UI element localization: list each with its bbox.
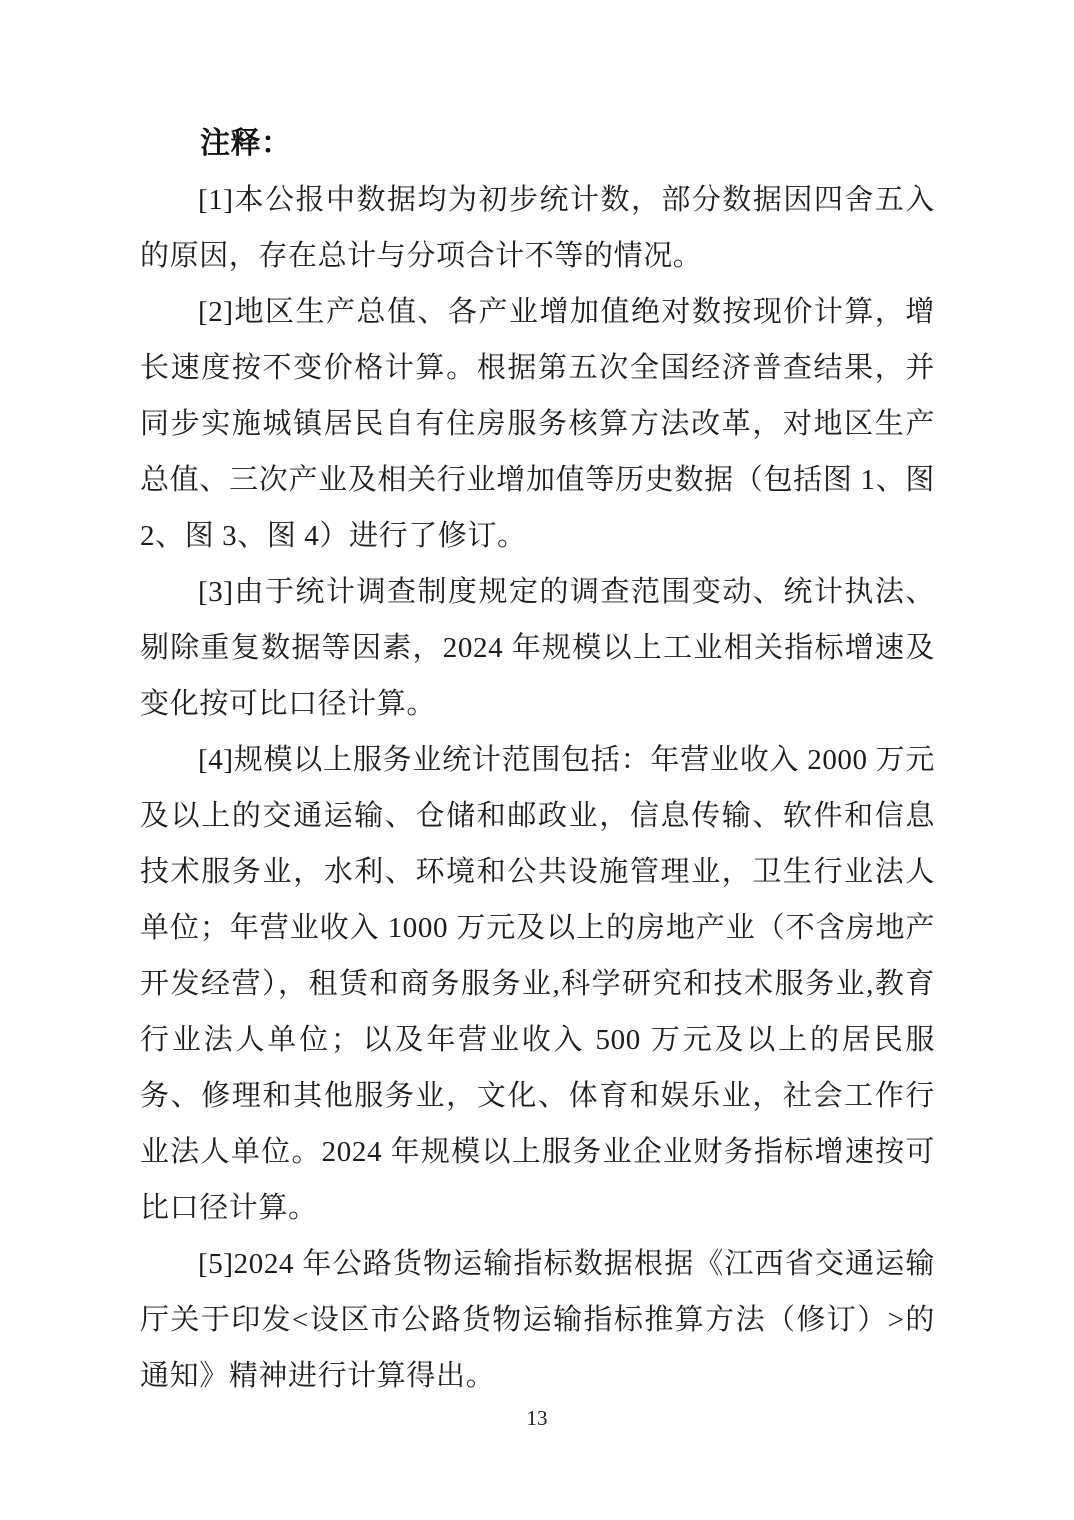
note-paragraph-1: [1]本公报中数据均为初步统计数，部分数据因四舍五入的原因，存在总计与分项合计不等的情况。: [140, 184, 935, 272]
note-paragraph-2: [2]地区生产总值、各产业增加值绝对数按现价计算，增长速度按不变价格计算。根据第五次全国经济普查结果，并同步实施城镇居民自有住房服务核算方法改革，对地区生产总值、三次产业及相关行业增加值等历史数据（包括图 1、图 2、图 3、图 4）进行了修订。: [140, 296, 935, 552]
note-paragraph-5: [5]2024 年公路货物运输指标数据根据《江西省交通运输厅关于印发<设区市公路货物运输指标推算方法（修订）>的通知》精神进行计算得出。: [140, 1248, 935, 1392]
notes-heading: 注释：: [200, 127, 292, 160]
page-number: 13: [526, 1406, 548, 1430]
note-paragraph-3: [3]由于统计调查制度规定的调查范围变动、统计执法、剔除重复数据等因素，2024 年规模以上工业相关指标增速及变化按可比口径计算。: [140, 576, 935, 720]
note-paragraph-4: [4]规模以上服务业统计范围包括：年营业收入 2000 万元及以上的交通运输、仓储和邮政业，信息传输、软件和信息技术服务业，水利、环境和公共设施管理业，卫生行业法人单位；年营业收入 1000 万元及以上的房地产业（不含房地产开发经营），租赁和商务服务业,科学研究和技术服务业,教育行业法人单位；以及年营业收入 500 万元及以上的居民服务、修理和其他服务业，文化、体育和娱乐业，社会工作行业法人单位。2024 年规模以上服务业企业财务指标增速按可比口径计算。: [140, 744, 935, 1224]
notes-section: [140, 116, 935, 1404]
